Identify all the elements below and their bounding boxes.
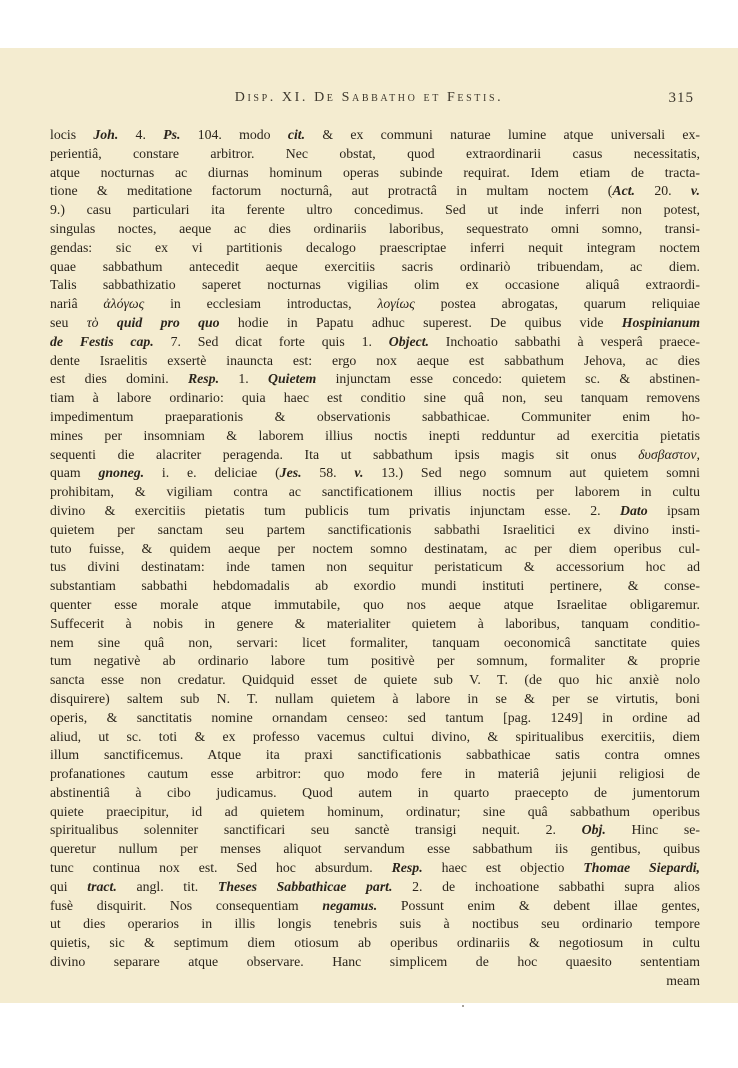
text-run: & ex communi naturae lumine atque universali ex-: [305, 127, 701, 142]
italic-run: tract.: [87, 878, 117, 894]
text-run: quietis, sic & septimum diem otiosum ab operibus ordinariis & negotiosum in cultu: [50, 935, 700, 951]
italic-run: Quietem: [267, 371, 317, 387]
text-line: [50, 859, 700, 878]
text-run: queretur nullum per menses aliquot servandum esse sabbathum iis gentibus, quibus: [50, 841, 700, 857]
text-line: [50, 615, 700, 634]
running-head: Disp. XI. De Sabbatho et Festis.: [234, 90, 504, 105]
page-header: [44, 90, 694, 112]
text-run: angl. tit.: [116, 878, 218, 894]
text-run: postea abrogatas, quarum reliquiae: [414, 296, 701, 312]
text-line: [50, 258, 700, 277]
text-run: substantiam sabbathi hebdomadalis ab exordio mundi instituti pertinere, & conse-: [50, 578, 700, 594]
text-run: Talis sabbathizatio saperet nocturnas vigilias olim ex occasione aliquâ extraordi-: [50, 277, 700, 293]
italic-run: Obj.: [581, 822, 606, 838]
text-line: [50, 558, 700, 577]
text-line: [50, 389, 700, 408]
text-run: Possunt enim & debent illae gentes,: [377, 897, 700, 913]
italic-run: quid pro quo: [116, 314, 220, 330]
text-run: atque nocturnas ac diurnas hominum operas subinde requirat. Idem etiam de tracta-: [50, 164, 700, 180]
text-run: seu: [50, 314, 87, 330]
text-run: quae sabbathum antecedit aeque exercitiis sacris ordinariò tribuendam, ac diem.: [50, 258, 700, 274]
italic-run: v.: [690, 183, 700, 199]
text-run: 20.: [634, 183, 691, 199]
text-line: [50, 746, 700, 765]
text-run: [99, 315, 117, 330]
text-line: [50, 765, 700, 784]
italic-run: Object.: [388, 333, 429, 349]
page-number: 315: [668, 90, 694, 106]
italic-run: v.: [354, 465, 364, 481]
text-line: [50, 427, 700, 446]
text-run: 58.: [301, 465, 355, 481]
text-run: injunctam esse concedo: quietem sc. & abstinen-: [316, 371, 700, 387]
text-run: Inchoatio sabbathi à vesperâ praece-: [428, 333, 700, 349]
text-run: dente Israelitis exsertè inauncta est: ergo nox aeque est sabbathum Jehova, ac dies: [50, 352, 700, 368]
text-run: qui: [50, 878, 88, 894]
text-line: [50, 784, 700, 803]
text-run: prohibitam, & vigiliam contra ac sanctificationem illius noctis per laborem in cultu: [50, 484, 700, 500]
text-line: [50, 897, 700, 916]
text-run: divino separare atque observare. Hanc simplicem de hoc quaesito sententiam: [50, 954, 700, 970]
text-run: profanationes cautum esse arbitror: quo modo fere in materiâ jejunii religiosi de: [50, 766, 700, 782]
text-run: divino & exercitiis pietatis tum publicis tum privatis injunctam esse. 2.: [50, 502, 621, 518]
text-run: quam: [50, 465, 99, 481]
text-run: tus divini destinatam: inde tamen non sequitur peristaticum & accessorium hoc ad: [50, 559, 700, 575]
italic-run: Jes.: [279, 465, 302, 481]
italic-run: Hospinianum: [621, 314, 700, 330]
text-line: [50, 709, 700, 728]
text-line: [50, 126, 700, 145]
text-run: ipsam: [647, 502, 701, 518]
text-run: 104. modo: [180, 127, 288, 142]
text-line: [50, 540, 700, 559]
book-page: [0, 48, 738, 1003]
text-line: [50, 972, 700, 991]
italic-run: negamus.: [322, 897, 378, 913]
text-run: quenter esse morale atque immutabile, quo nos aeque atque Israelitae obligaremur.: [50, 596, 700, 612]
text-run: tum negativè ab ordinario labore tum positivè per somnum, formaliter & proprie: [50, 653, 700, 669]
text-line: [50, 671, 700, 690]
text-run: tuto fuisse, & quidem aeque per noctem somno destinatam, ac per diem operibus cul-: [50, 540, 700, 556]
italic-run: Theses Sabbathicae part.: [217, 878, 393, 894]
text-line: [50, 370, 700, 389]
text-run: operis, & sanctitatis nomine ornandam censeo: sed tantum [pag. 1249] in ordine ad: [50, 709, 700, 725]
italic-run: cit.: [287, 127, 306, 142]
text-line: [50, 276, 700, 295]
text-line: [50, 220, 700, 239]
text-run: gendas: sic ex vi partitionis decalogo praescriptae inferri nequit integram noctem: [50, 239, 700, 255]
text-run: impedimentum praeparationis & observationis sabbathicae. Communiter enim ho-: [50, 408, 700, 424]
text-run: abstinentiâ à cibo judicamus. Quod autem in quarto praecepto de jumentorum: [50, 784, 700, 800]
italic-run: Thomae Siepardi,: [583, 860, 701, 876]
text-line: [50, 934, 700, 953]
text-run: nariâ: [50, 296, 104, 312]
text-line: [50, 840, 700, 859]
text-line: [50, 164, 700, 183]
text-line: [50, 201, 700, 220]
text-run: mines per insomniam & laborem illius noctis inepti redduntur ad exercitia pietatis: [50, 427, 700, 443]
text-line: [50, 314, 700, 333]
text-line: [50, 728, 700, 747]
italic-run: Ps.: [163, 127, 181, 142]
text-line: [50, 483, 700, 502]
text-run: tiam à labore ordinario: quia haec est conditio sine quâ non, seu tanquam removens: [50, 390, 700, 406]
text-run: 9.) casu particulari ita ferente ultro concedimus. Sed ut inde inferri non potest,: [50, 202, 700, 218]
page-mark: [462, 1005, 464, 1007]
greek-run: λογίως: [377, 296, 415, 312]
text-run: sancta esse non credatur. Quidquid esset de quiete sub V. T. (de quo hic anxiè nolo: [50, 672, 700, 688]
text-run: 1.: [219, 371, 268, 387]
text-line: [50, 295, 700, 314]
text-run: quietem per sanctam seu partem sanctificationis sabbathi Israelitici ex divino insti-: [50, 521, 700, 537]
italic-run: Resp.: [391, 860, 423, 876]
text-line: [50, 239, 700, 258]
text-run: perientiâ, constare arbitror. Nec obstat, quod extraordinarii casus necessitatis,: [50, 145, 700, 161]
text-run: locis: [50, 127, 94, 142]
text-run: 4.: [118, 127, 164, 142]
text-run: disquirere) saltem sub N. T. nullam quietem à labore in se & per se virtutis, boni: [50, 690, 700, 706]
italic-run: Act.: [612, 183, 635, 199]
text-run: tione & meditatione factorum nocturnâ, aut protractâ in multam noctem (: [50, 183, 613, 199]
text-line: [50, 634, 700, 653]
text-run: quiete praecipitur, id ad quietem hominum, ordinatur; sine quâ sabbathum operibus: [50, 803, 700, 819]
text-run: spiritualibus solenniter sanctificari seu sanctè transigi nequit. 2.: [50, 822, 582, 838]
text-run: est dies domini.: [50, 371, 188, 387]
greek-run: ἀλόγως: [103, 296, 145, 312]
text-run: in ecclesiam introductas,: [144, 296, 378, 312]
greek-run: τὸ: [86, 314, 99, 330]
text-run: fusè disquirit. Nos consequentiam: [50, 897, 323, 913]
text-line: [50, 333, 700, 352]
text-line: [50, 577, 700, 596]
italic-run: Joh.: [93, 127, 119, 142]
text-run: sequenti die alacriter peragenda. Ita ut sabbathum ipsis magis sit onus: [50, 446, 639, 462]
text-line: [50, 915, 700, 934]
italic-run: Resp.: [187, 371, 220, 387]
text-line: [50, 690, 700, 709]
text-line: [50, 821, 700, 840]
text-run: haec est objectio: [422, 860, 584, 876]
text-line: [50, 408, 700, 427]
text-line: [50, 145, 700, 164]
italic-run: gnoneg.: [98, 465, 145, 481]
text-line: [50, 446, 700, 465]
text-run: Suffecerit à nobis in genere & materialiter quietem à laboribus, tanquam conditio-: [50, 615, 700, 631]
italic-run: de Festis cap.: [50, 333, 154, 349]
body-text: [50, 126, 700, 991]
text-run: 7. Sed dicat forte quis 1.: [153, 333, 389, 349]
text-run: singulas noctes, aeque ac dies ordinariis laboribus, sequestrato omni somno, transi-: [50, 220, 700, 236]
text-run: hodie in Papatu adhuc superest. De quibus vide: [219, 314, 622, 330]
text-run: 13.) Sed nego somnum aut quietem somni: [363, 465, 700, 481]
text-run: 2. de inchoatione sabbathi supra alios: [392, 878, 700, 894]
text-run: Hinc se-: [605, 822, 701, 838]
greek-run: δυσβαστον,: [638, 446, 700, 462]
text-line: [50, 803, 700, 822]
text-run: illum sanctificemus. Atque ita praxi sanctificationis sabbathicae satis contra omnes: [50, 747, 700, 763]
text-run: aliud, ut sc. toti & ex professo vacemus cultui divino, & spiritualibus exercitiis, diem: [50, 728, 700, 744]
text-run: tunc continua nox est. Sed hoc absurdum.: [50, 860, 392, 876]
text-run: nem sine quâ non, servari: licet formaliter, tanquam oeconomicâ sanctitate quies: [50, 634, 700, 650]
text-run: meam: [666, 972, 700, 988]
text-line: [50, 953, 700, 972]
text-run: ut dies operarios in illis longis tenebris suis à noctibus seu ordinario tempore: [50, 916, 700, 932]
text-line: [50, 464, 700, 483]
text-run: i. e. deliciae (: [144, 465, 280, 481]
text-line: [50, 652, 700, 671]
text-line: [50, 521, 700, 540]
italic-run: Dato: [620, 502, 648, 518]
text-line: [50, 596, 700, 615]
text-line: [50, 352, 700, 371]
text-line: [50, 878, 700, 897]
text-line: [50, 182, 700, 201]
text-line: [50, 502, 700, 521]
